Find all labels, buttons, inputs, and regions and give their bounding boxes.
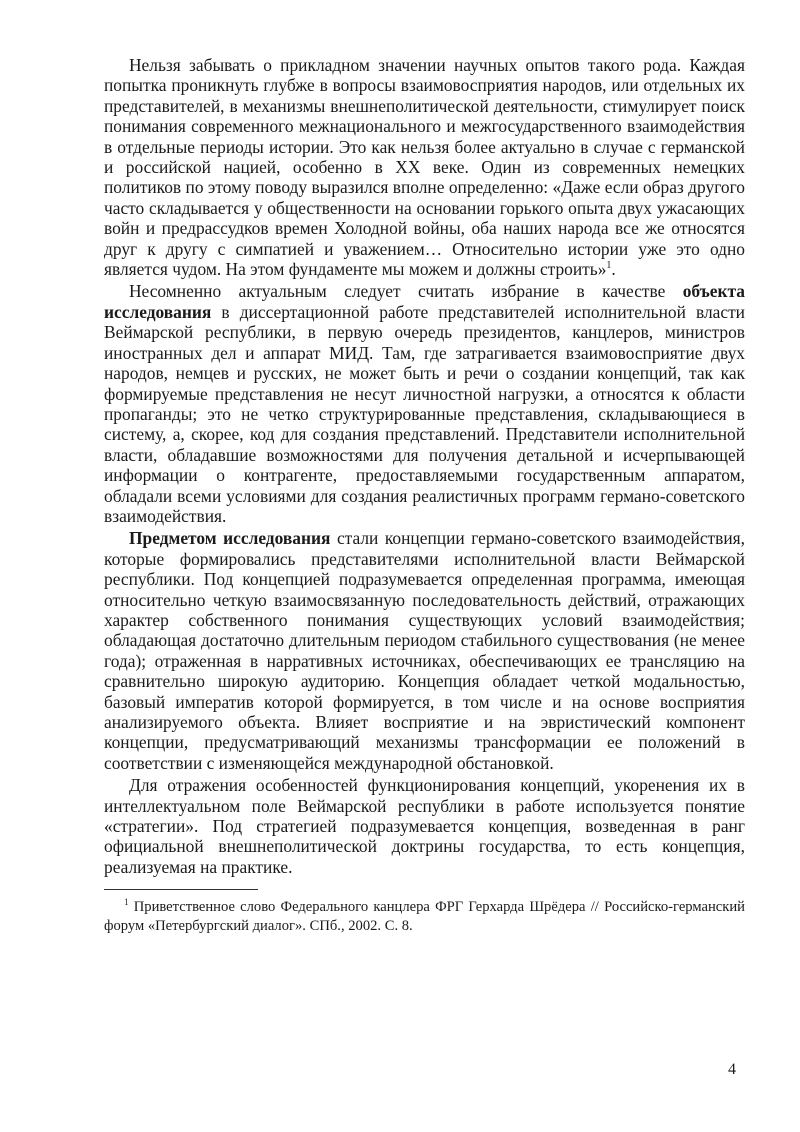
footnote-text: Приветственное слово Федерального канцлера ФРГ Герхарда Шрёдера // Российско-германский форум «Петербургский диалог». СПб., 2002. С. 8.: [104, 899, 745, 935]
paragraph-3: [104, 528, 745, 773]
footnote-marker: 1: [124, 897, 129, 908]
paragraph-1-tail: .: [611, 259, 616, 280]
paragraph-2-lead: Несомненно актуальным следует считать избрание в качестве: [129, 281, 683, 302]
paragraph-2-text: в диссертационной работе представителей исполнительной власти Веймарской республики, в первую очередь президентов, канцлеров, министров иностранных дел и аппарат МИД. Там, где затрагивается взаимовосприятие двух народов, немцев и русских, не может быть и речи о создании концепций, так как формируемые представления не несут личностной нагрузки, а относятся к области пропаганды; это не четко структурированные представления, складывающиеся в систему, а, скорее, код для создания представлений. Представители исполнительной власти, обладавшие возможностями для получения детальной и исчерпывающей информации о контрагенте, предоставляемыми государственным аппаратом, обладали всеми условиями для создания реалистичных программ германо-советского взаимодействия.: [104, 301, 745, 526]
footnote-reference[interactable]: 1: [606, 260, 612, 272]
footnote: [104, 898, 745, 936]
footnote-separator: [104, 889, 258, 890]
research-object-term: объекта исследования: [104, 281, 745, 322]
paragraph-4-text: Для отражения особенностей функционирования концепций, укоренения их в интеллектуальном поле Веймарской республики в работе используется понятие «стратегии». Под стратегией подразумевается концепция, возведенная в ранг официальной внешнеполитической доктрины государства, то есть концепция, реализуемая на практике.: [104, 775, 745, 877]
page-number: 4: [728, 1061, 736, 1078]
research-subject-term: Предметом исследования: [129, 528, 331, 549]
paragraph-2: [104, 281, 745, 526]
paragraph-1-text: Нельзя забывать о прикладном значении научных опытов такого рода. Каждая попытка проникнуть глубже в вопросы взаимовосприятия народов, или отдельных их представителей, в механизмы внешнеполитической деятельности, стимулирует поиск понимания современного межнационального и межгосударственного взаимодействия в отдельные периоды истории. Это как нельзя более актуально в случае с германской и российской нацией, особенно в XX веке. Один из современных немецких политиков по этому поводу выразился вполне определенно: «Даже если образ другого часто складывается у общественности на основании горького опыта двух ужасающих войн и предрассудков времен Холодной войны, оба наших народа все же относятся друг к другу с симпатией и уважением… Относительно истории уже это одно является чудом. На этом фундаменте мы можем и должны строить»: [104, 55, 745, 280]
paragraph-3-text: стали концепции германо-советского взаимодействия, которые формировались представителями исполнительной власти Веймарской республики. Под концепцией подразумевается определенная программа, имеющая относительно четкую взаимосвязанную последовательность действий, отражающих характер собственного понимания существующих условий взаимодействия; обладающая достаточно длительным периодом стабильного существования (не менее года); отраженная в нарративных источниках, обеспечивающих ее трансляцию на сравнительно широкую аудиторию. Концепция обладает четкой модальностью, базовый императив которой формируется, в том числе и на основе восприятия анализируемого объекта. Влияет восприятие и на эвристический компонент концепции, предусматривающий механизмы трансформации ее положений в соответствии с изменяющейся международной обстановкой.: [104, 528, 745, 773]
paragraph-4: [104, 775, 745, 877]
body-text: [104, 55, 745, 877]
paragraph-1: [104, 55, 745, 279]
